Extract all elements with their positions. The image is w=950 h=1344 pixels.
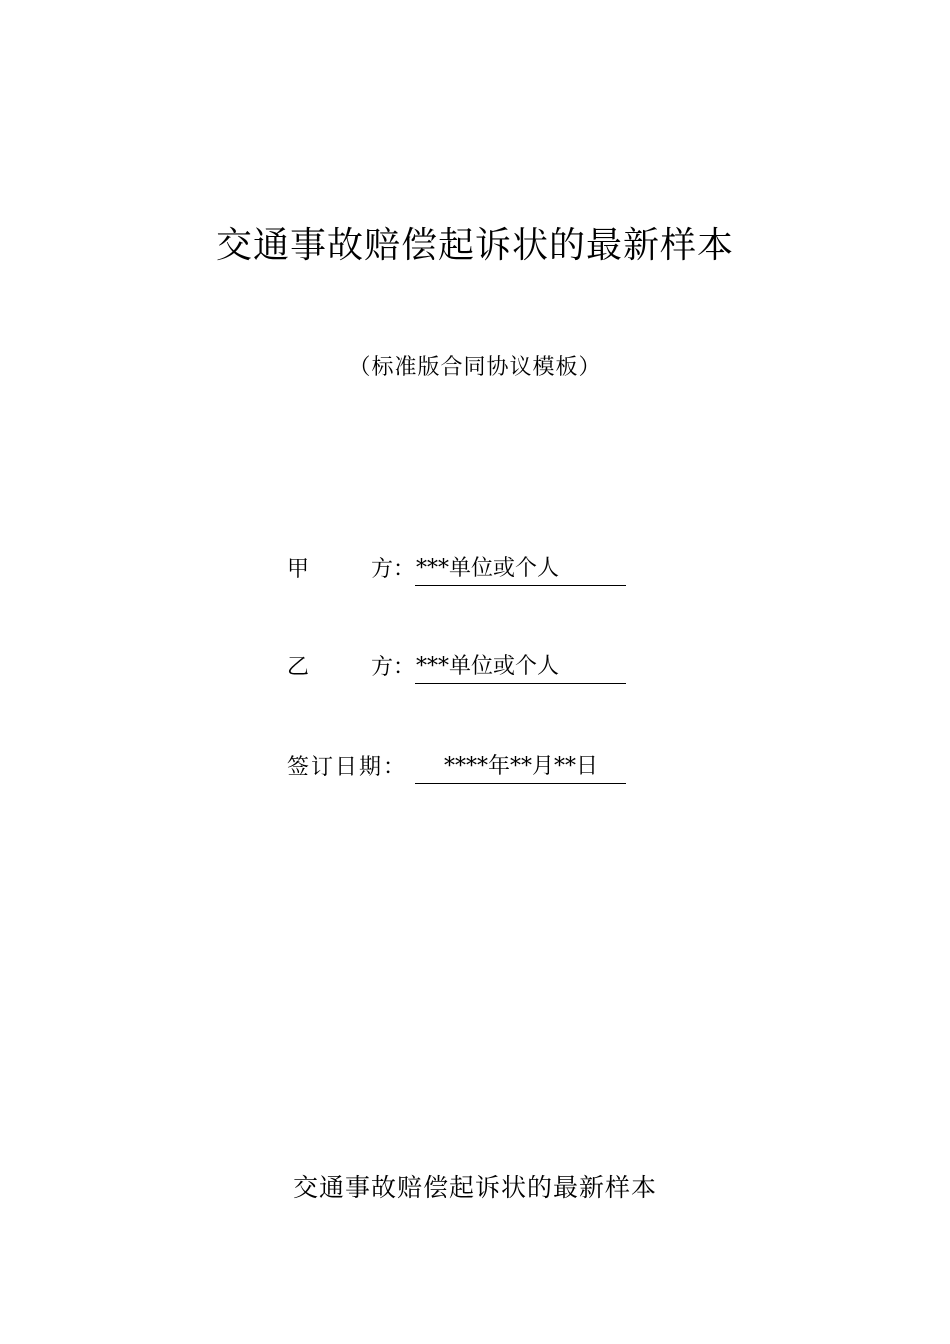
signing-date-value: ****年**月**日 [415, 751, 626, 784]
party-b-label-left: 乙 [287, 655, 310, 680]
party-a-label [287, 554, 415, 586]
document-subtitle: （标准版合同协议模板） [348, 355, 602, 380]
party-a-field [287, 552, 626, 586]
party-a-value: ***单位或个人 [415, 553, 626, 586]
party-b-field [287, 650, 626, 684]
party-a-label-left: 甲 [287, 557, 310, 582]
signing-date-label-wrap [287, 752, 415, 784]
document-title: 交通事故赔偿起诉状的最新样本 [215, 225, 734, 266]
signing-date-field [287, 750, 626, 784]
party-a-label-right: 方： [370, 557, 415, 582]
party-b-value: ***单位或个人 [415, 651, 626, 684]
party-b-label [287, 652, 415, 684]
signing-date-label: 签订日期： [287, 755, 408, 780]
footer-title: 交通事故赔偿起诉状的最新样本 [292, 1173, 657, 1202]
party-b-label-right: 方： [370, 655, 415, 680]
